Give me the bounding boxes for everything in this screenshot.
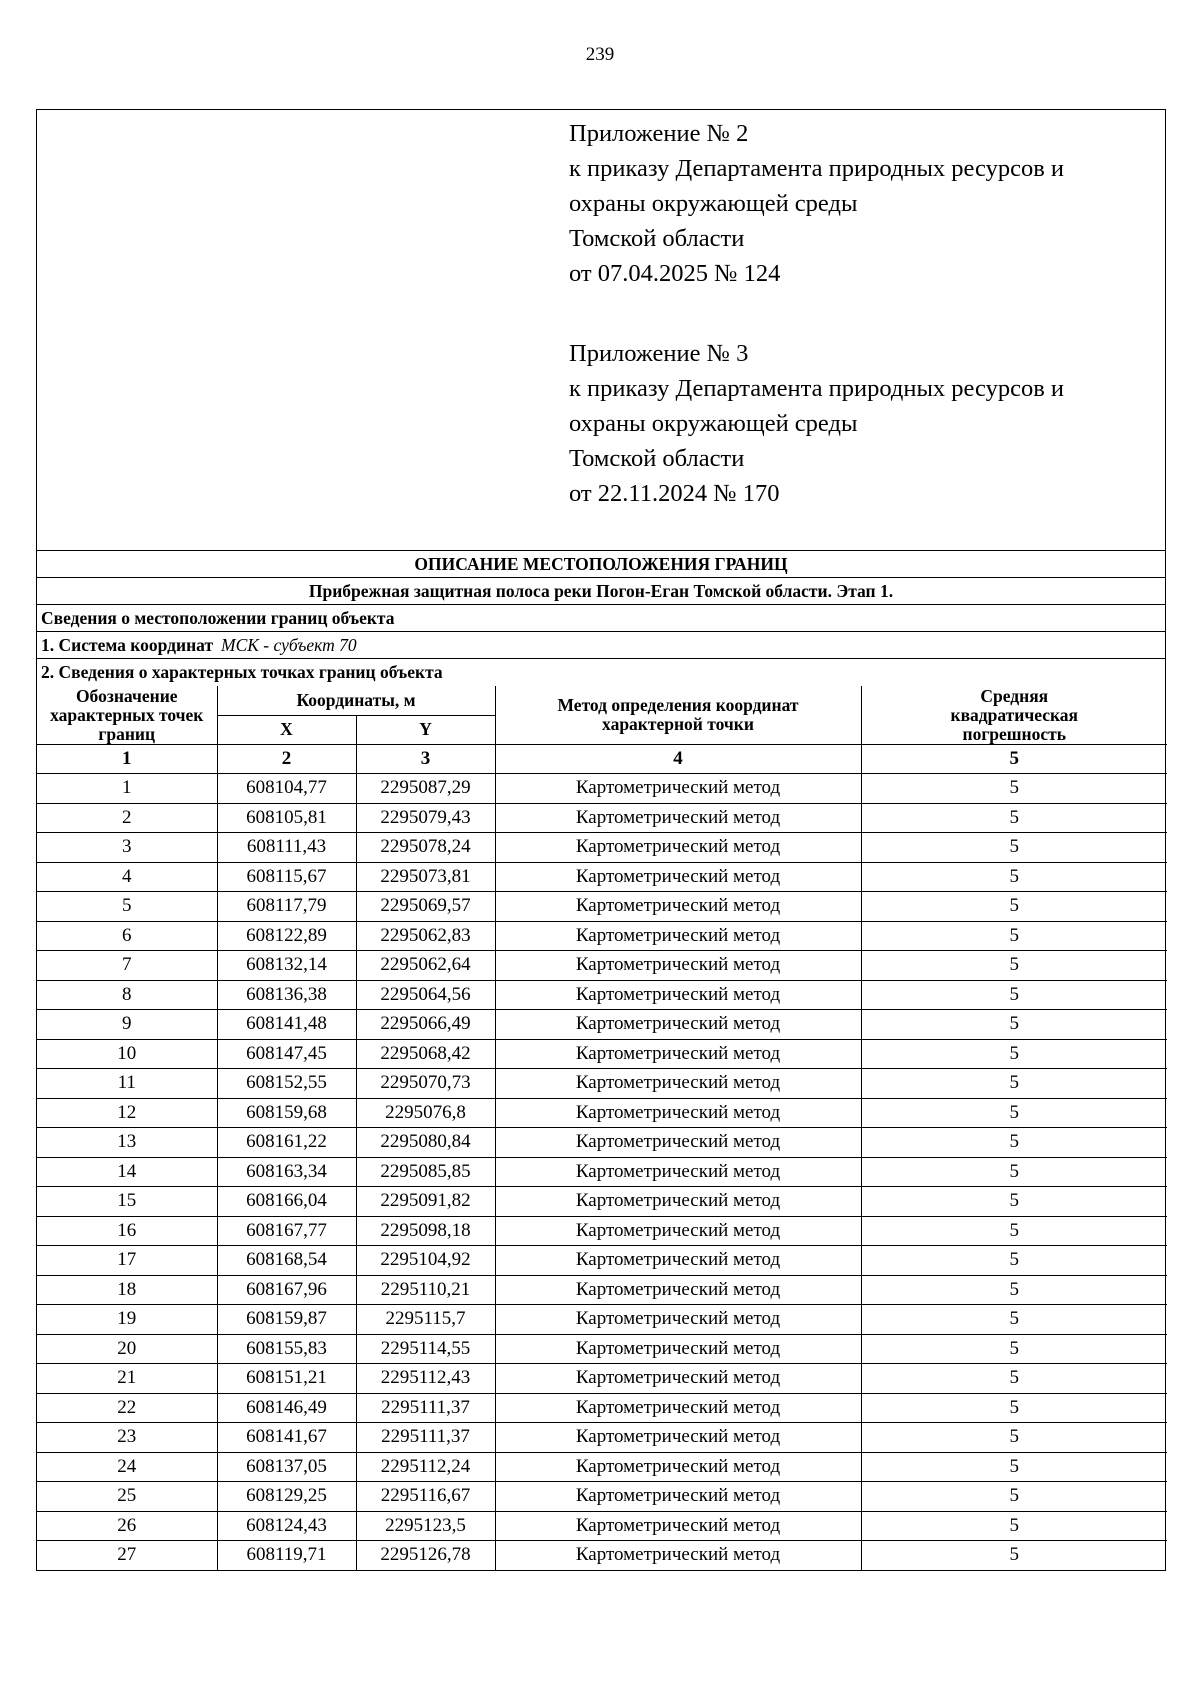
appendix-2-line: к приказу Департамента природных ресурсов и: [569, 155, 1065, 182]
table-row: [37, 1098, 1167, 1128]
error-cell: 5: [861, 1334, 1167, 1364]
appendix-3-line: к приказу Департамента природных ресурсов и: [569, 375, 1065, 402]
method-cell: Картометрический метод: [495, 1246, 861, 1276]
y-coordinate-cell: 2295126,78: [356, 1541, 495, 1570]
table-row: [37, 951, 1167, 981]
method-cell: Картометрический метод: [495, 921, 861, 951]
x-coordinate-cell: 608129,25: [217, 1482, 356, 1512]
error-cell: 5: [861, 862, 1167, 892]
page-number: 239: [585, 44, 615, 65]
method-cell: Картометрический метод: [495, 1334, 861, 1364]
x-coordinate-cell: 608119,71: [217, 1541, 356, 1570]
point-number-cell: 14: [37, 1157, 217, 1187]
x-coordinate-cell: 608161,22: [217, 1128, 356, 1158]
x-coordinate-cell: 608147,45: [217, 1039, 356, 1069]
y-coordinate-cell: 2295110,21: [356, 1275, 495, 1305]
table-row: [37, 862, 1167, 892]
appendix-header: [37, 110, 1165, 551]
table-row: [37, 980, 1167, 1010]
method-cell: Картометрический метод: [495, 1541, 861, 1570]
y-coordinate-cell: 2295080,84: [356, 1128, 495, 1158]
table-row: [37, 1393, 1167, 1423]
method-cell: Картометрический метод: [495, 1010, 861, 1040]
table-row: [37, 1541, 1167, 1570]
method-cell: Картометрический метод: [495, 1157, 861, 1187]
table-row: [37, 1482, 1167, 1512]
method-cell: Картометрический метод: [495, 1305, 861, 1335]
y-coordinate-cell: 2295115,7: [356, 1305, 495, 1335]
header-designation: Обозначение характерных точек границ: [37, 686, 217, 745]
y-coordinate-cell: 2295068,42: [356, 1039, 495, 1069]
appendix-2-line: Приложение № 2: [569, 120, 749, 147]
point-number-cell: 23: [37, 1423, 217, 1453]
x-coordinate-cell: 608168,54: [217, 1246, 356, 1276]
y-coordinate-cell: 2295111,37: [356, 1393, 495, 1423]
error-cell: 5: [861, 951, 1167, 981]
x-coordinate-cell: 608146,49: [217, 1393, 356, 1423]
table-row: [37, 1010, 1167, 1040]
x-coordinate-cell: 608105,81: [217, 803, 356, 833]
points-section-title: 2. Сведения о характерных точках границ объекта: [41, 662, 443, 682]
table-row: [37, 774, 1167, 804]
y-coordinate-cell: 2295116,67: [356, 1482, 495, 1512]
point-number-cell: 2: [37, 803, 217, 833]
table-row: [37, 833, 1167, 863]
x-coordinate-cell: 608122,89: [217, 921, 356, 951]
column-number: 1: [37, 745, 217, 774]
error-cell: 5: [861, 1098, 1167, 1128]
y-coordinate-cell: 2295073,81: [356, 862, 495, 892]
method-cell: Картометрический метод: [495, 1069, 861, 1099]
error-cell: 5: [861, 803, 1167, 833]
appendix-2-line: Томской области: [569, 225, 745, 252]
header-method: Метод определения координат характерной точки: [495, 686, 861, 745]
appendix-3-line: охраны окружающей среды: [569, 410, 858, 437]
y-coordinate-cell: 2295079,43: [356, 803, 495, 833]
header-coordinates: Координаты, м: [217, 686, 495, 715]
method-cell: Картометрический метод: [495, 1423, 861, 1453]
coordinate-system-value: МСК - субъект 70: [221, 635, 357, 655]
x-coordinate-cell: 608155,83: [217, 1334, 356, 1364]
y-coordinate-cell: 2295111,37: [356, 1423, 495, 1453]
table-header-row: [37, 686, 1167, 715]
x-coordinate-cell: 608166,04: [217, 1187, 356, 1217]
y-coordinate-cell: 2295112,43: [356, 1364, 495, 1394]
header-y: Y: [356, 715, 495, 745]
point-number-cell: 16: [37, 1216, 217, 1246]
column-number: 2: [217, 745, 356, 774]
column-number: 4: [495, 745, 861, 774]
appendix-3-line: от 22.11.2024 № 170: [569, 480, 780, 507]
table-row: [37, 1305, 1167, 1335]
error-cell: 5: [861, 980, 1167, 1010]
document-subtitle: Прибрежная защитная полоса реки Погон-Еган Томской области. Этап 1.: [37, 578, 1165, 605]
method-cell: Картометрический метод: [495, 1128, 861, 1158]
point-number-cell: 17: [37, 1246, 217, 1276]
point-number-cell: 24: [37, 1452, 217, 1482]
method-cell: Картометрический метод: [495, 1452, 861, 1482]
error-cell: 5: [861, 1482, 1167, 1512]
table-row: [37, 1452, 1167, 1482]
table-row: [37, 1069, 1167, 1099]
error-cell: 5: [861, 1275, 1167, 1305]
point-number-cell: 13: [37, 1128, 217, 1158]
y-coordinate-cell: 2295091,82: [356, 1187, 495, 1217]
method-cell: Картометрический метод: [495, 980, 861, 1010]
method-cell: Картометрический метод: [495, 1364, 861, 1394]
point-number-cell: 5: [37, 892, 217, 922]
error-cell: 5: [861, 1452, 1167, 1482]
y-coordinate-cell: 2295066,49: [356, 1010, 495, 1040]
x-coordinate-cell: 608124,43: [217, 1511, 356, 1541]
point-number-cell: 8: [37, 980, 217, 1010]
x-coordinate-cell: 608132,14: [217, 951, 356, 981]
method-cell: Картометрический метод: [495, 951, 861, 981]
column-number: 3: [356, 745, 495, 774]
point-number-cell: 21: [37, 1364, 217, 1394]
error-cell: 5: [861, 1069, 1167, 1099]
table-row: [37, 1511, 1167, 1541]
point-number-cell: 4: [37, 862, 217, 892]
method-cell: Картометрический метод: [495, 1275, 861, 1305]
y-coordinate-cell: 2295062,83: [356, 921, 495, 951]
point-number-cell: 25: [37, 1482, 217, 1512]
table-row: [37, 1275, 1167, 1305]
error-cell: 5: [861, 1511, 1167, 1541]
error-cell: 5: [861, 1157, 1167, 1187]
method-cell: Картометрический метод: [495, 774, 861, 804]
section-title: Сведения о местоположении границ объекта: [37, 605, 1165, 632]
y-coordinate-cell: 2295069,57: [356, 892, 495, 922]
document-frame: [36, 109, 1166, 1571]
method-cell: Картометрический метод: [495, 892, 861, 922]
x-coordinate-cell: 608136,38: [217, 980, 356, 1010]
y-coordinate-cell: 2295114,55: [356, 1334, 495, 1364]
x-coordinate-cell: 608111,43: [217, 833, 356, 863]
coordinate-system-label: 1. Система координат: [41, 635, 214, 655]
table-row: [37, 1423, 1167, 1453]
y-coordinate-cell: 2295078,24: [356, 833, 495, 863]
point-number-cell: 26: [37, 1511, 217, 1541]
method-cell: Картометрический метод: [495, 862, 861, 892]
point-number-cell: 19: [37, 1305, 217, 1335]
appendix-2-line: от 07.04.2025 № 124: [569, 260, 781, 287]
error-cell: 5: [861, 1039, 1167, 1069]
x-coordinate-cell: 608117,79: [217, 892, 356, 922]
appendix-3-line: Приложение № 3: [569, 340, 749, 367]
method-cell: Картометрический метод: [495, 803, 861, 833]
appendix-3-line: Томской области: [569, 445, 745, 472]
document-title: ОПИСАНИЕ МЕСТОПОЛОЖЕНИЯ ГРАНИЦ: [37, 551, 1165, 578]
header-error: Средняя квадратическая погрешность: [861, 686, 1167, 745]
point-number-cell: 11: [37, 1069, 217, 1099]
boundary-points-table: [37, 686, 1167, 1570]
table-body: [37, 774, 1167, 1570]
error-cell: 5: [861, 1393, 1167, 1423]
x-coordinate-cell: 608167,77: [217, 1216, 356, 1246]
error-cell: 5: [861, 774, 1167, 804]
x-coordinate-cell: 608141,67: [217, 1423, 356, 1453]
appendix-2-line: охраны окружающей среды: [569, 190, 858, 217]
table-row: [37, 1157, 1167, 1187]
y-coordinate-cell: 2295070,73: [356, 1069, 495, 1099]
point-number-cell: 10: [37, 1039, 217, 1069]
x-coordinate-cell: 608159,87: [217, 1305, 356, 1335]
y-coordinate-cell: 2295104,92: [356, 1246, 495, 1276]
error-cell: 5: [861, 1010, 1167, 1040]
x-coordinate-cell: 608159,68: [217, 1098, 356, 1128]
error-cell: 5: [861, 833, 1167, 863]
point-number-cell: 7: [37, 951, 217, 981]
method-cell: Картометрический метод: [495, 1098, 861, 1128]
point-number-cell: 22: [37, 1393, 217, 1423]
x-coordinate-cell: 608163,34: [217, 1157, 356, 1187]
method-cell: Картометрический метод: [495, 1187, 861, 1217]
x-coordinate-cell: 608152,55: [217, 1069, 356, 1099]
point-number-cell: 1: [37, 774, 217, 804]
error-cell: 5: [861, 1541, 1167, 1570]
error-cell: 5: [861, 1246, 1167, 1276]
y-coordinate-cell: 2295123,5: [356, 1511, 495, 1541]
header-x: X: [217, 715, 356, 745]
method-cell: Картометрический метод: [495, 1216, 861, 1246]
error-cell: 5: [861, 1305, 1167, 1335]
y-coordinate-cell: 2295062,64: [356, 951, 495, 981]
method-cell: Картометрический метод: [495, 1393, 861, 1423]
y-coordinate-cell: 2295098,18: [356, 1216, 495, 1246]
x-coordinate-cell: 608141,48: [217, 1010, 356, 1040]
point-number-cell: 27: [37, 1541, 217, 1570]
y-coordinate-cell: 2295112,24: [356, 1452, 495, 1482]
x-coordinate-cell: 608104,77: [217, 774, 356, 804]
method-cell: Картометрический метод: [495, 1039, 861, 1069]
table-row: [37, 1187, 1167, 1217]
table-row: [37, 1039, 1167, 1069]
error-cell: 5: [861, 1128, 1167, 1158]
y-coordinate-cell: 2295087,29: [356, 774, 495, 804]
point-number-cell: 18: [37, 1275, 217, 1305]
appendix-3-block: [569, 336, 1064, 511]
column-number-row: [37, 745, 1167, 774]
point-number-cell: 3: [37, 833, 217, 863]
table-row: [37, 1364, 1167, 1394]
x-coordinate-cell: 608137,05: [217, 1452, 356, 1482]
point-number-cell: 15: [37, 1187, 217, 1217]
point-number-cell: 9: [37, 1010, 217, 1040]
table-row: [37, 803, 1167, 833]
table-row: [37, 1128, 1167, 1158]
method-cell: Картометрический метод: [495, 833, 861, 863]
y-coordinate-cell: 2295076,8: [356, 1098, 495, 1128]
x-coordinate-cell: 608151,21: [217, 1364, 356, 1394]
x-coordinate-cell: 608167,96: [217, 1275, 356, 1305]
coordinate-system-row: [37, 632, 1165, 659]
error-cell: 5: [861, 892, 1167, 922]
point-number-cell: 6: [37, 921, 217, 951]
error-cell: 5: [861, 1423, 1167, 1453]
error-cell: 5: [861, 1187, 1167, 1217]
method-cell: Картометрический метод: [495, 1482, 861, 1512]
point-number-cell: 20: [37, 1334, 217, 1364]
x-coordinate-cell: 608115,67: [217, 862, 356, 892]
table-row: [37, 1334, 1167, 1364]
error-cell: 5: [861, 1216, 1167, 1246]
error-cell: 5: [861, 921, 1167, 951]
error-cell: 5: [861, 1364, 1167, 1394]
method-cell: Картометрический метод: [495, 1511, 861, 1541]
table-row: [37, 1216, 1167, 1246]
appendix-2-block: [569, 116, 1064, 291]
point-number-cell: 12: [37, 1098, 217, 1128]
table-row: [37, 921, 1167, 951]
y-coordinate-cell: 2295064,56: [356, 980, 495, 1010]
table-row: [37, 892, 1167, 922]
y-coordinate-cell: 2295085,85: [356, 1157, 495, 1187]
column-number: 5: [861, 745, 1167, 774]
table-row: [37, 1246, 1167, 1276]
